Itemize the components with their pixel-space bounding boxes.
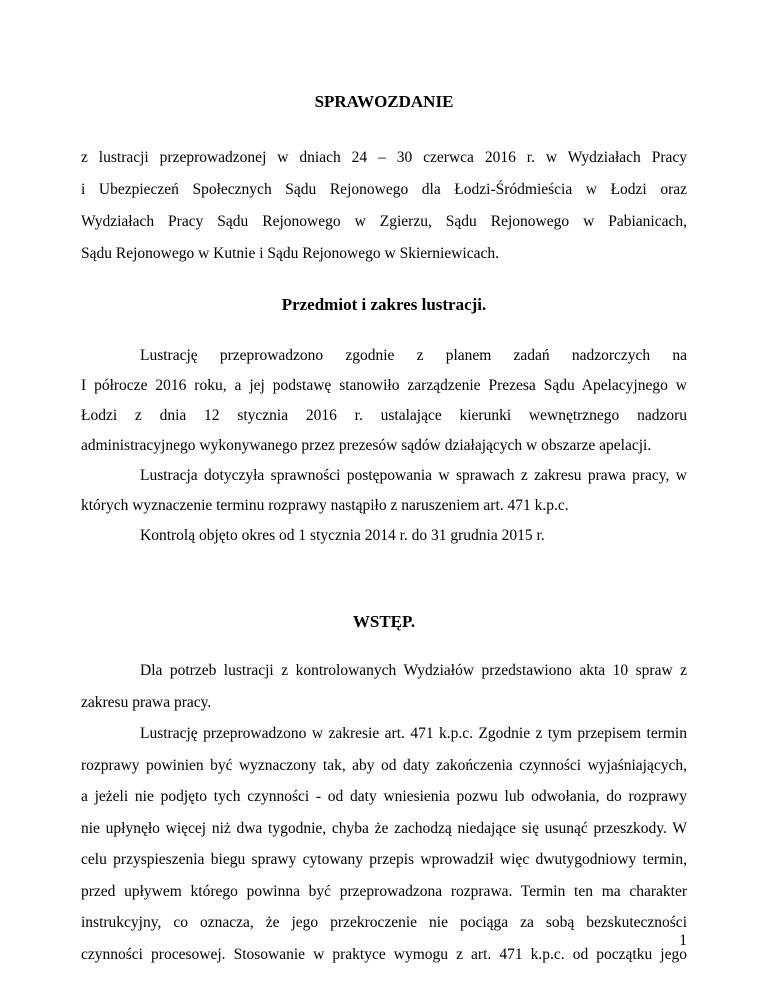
intro-section-line: Dla potrzeb lustracji z kontrolowanych Wydziałów przedstawiono akta 10 spraw z xyxy=(140,662,687,679)
intro-section-line: celu przyspieszenia biegu sprawy cytowany przepis wprowadził więc dwutygodniowy termin, xyxy=(81,851,687,868)
section-heading-scope: Przedmiot i zakres lustracji. xyxy=(281,295,487,314)
scope-paragraphs xyxy=(81,341,687,551)
intro-section-line: nie upłynęło więcej niż dwa tygodnie, chyba że zachodzą niedające się usunąć przeszkody. W xyxy=(81,819,687,837)
page-number: 1 xyxy=(679,932,687,949)
intro-section-paragraphs xyxy=(81,655,687,970)
intro-paragraph xyxy=(81,142,687,270)
intro-line: Sądu Rejonowego w Kutnie i Sądu Rejonowego w Skierniewicach. xyxy=(81,245,499,262)
intro-line: i Ubezpieczeń Społecznych Sądu Rejonowego dla Łodzi-Śródmieścia w Łodzi oraz xyxy=(81,181,687,198)
section-heading-intro: WSTĘP. xyxy=(352,612,416,631)
intro-section-line: zakresu prawa pracy. xyxy=(81,693,212,711)
intro-section-line: Lustrację przeprowadzono w zakresie art. 471 k.p.c. Zgodnie z tym przepisem termin xyxy=(140,725,687,742)
scope-line: Kontrolą objęto okres od 1 stycznia 2014 r. do 31 grudnia 2015 r. xyxy=(140,527,545,544)
scope-line: Łodzi z dnia 12 stycznia 2016 r. ustalające kierunki wewnętrznego nadzoru xyxy=(81,407,687,424)
scope-line: których wyznaczenie terminu rozprawy nastąpiło z naruszeniem art. 471 k.p.c. xyxy=(81,497,569,514)
scope-line: I półrocze 2016 roku, a jej podstawę stanowiło zarządzenie Prezesa Sądu Apelacyjnego w xyxy=(81,377,687,394)
intro-line: Wydziałach Pracy Sądu Rejonowego w Zgierzu, Sądu Rejonowego w Pabianicach, xyxy=(81,213,687,230)
intro-section-line: czynności procesowej. Stosowanie w praktyce wymogu z art. 471 k.p.c. od początku jego xyxy=(81,945,687,963)
intro-section-line: rozprawy powinien być wyznaczony tak, aby od daty zakończenia czynności wyjaśniających, xyxy=(81,756,687,774)
scope-line: administracyjnego wykonywanego przez prezesów sądów działających w obszarze apelacji. xyxy=(81,437,652,454)
intro-line: z lustracji przeprowadzonej w dniach 24 – 30 czerwca 2016 r. w Wydziałach Pracy xyxy=(81,149,687,166)
scope-line: Lustrację przeprowadzono zgodnie z planem zadań nadzorczych na xyxy=(140,347,687,364)
scope-line: Lustracja dotyczyła sprawności postępowania w sprawach z zakresu prawa pracy, w xyxy=(140,467,687,484)
intro-section-line: a jeżeli nie podjęto tych czynności - od daty wniesienia pozwu lub odwołania, do rozprawy xyxy=(81,788,687,805)
intro-section-line: instrukcyjny, co oznacza, że jego przekroczenie nie pociąga za sobą bezskuteczności xyxy=(81,914,687,931)
intro-section-line: przed upływem którego powinna być przeprowadzona rozprawa. Termin ten ma charakter xyxy=(81,882,687,900)
document-title: SPRAWOZDANIE xyxy=(314,92,454,111)
